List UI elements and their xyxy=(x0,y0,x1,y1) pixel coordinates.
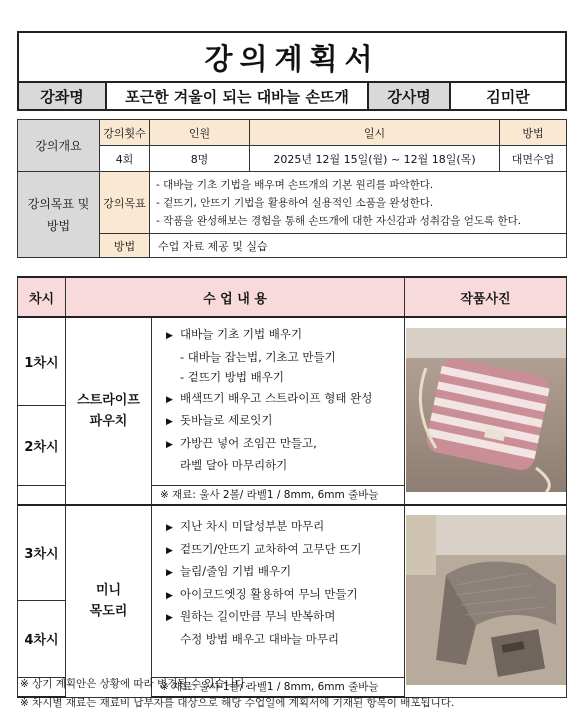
striped-pouch-image xyxy=(406,328,566,492)
triangle-bullet-icon: ▶ xyxy=(166,439,173,450)
lesson-line: ▶ 원하는 길이만큼 무늬 반복하며 xyxy=(166,606,394,629)
goal-sublabel: 강의목표 xyxy=(100,172,150,234)
session-1: 1차시 xyxy=(18,317,66,405)
footnote: ※ 상기 계획안은 상황에 따라 변경될 수 있습니다. xyxy=(20,678,249,690)
lesson-line: - 겉뜨기 방법 배우기 xyxy=(180,370,284,384)
goal-item: - 작품을 완성해보는 경험을 통해 손뜨개에 대한 자신감과 성취감을 얻도록 한다. xyxy=(156,214,522,227)
overview-people: 8명 xyxy=(150,146,250,172)
triangle-bullet-icon: ▶ xyxy=(166,590,173,601)
lesson-line: ▶ 아이코드엣징 활용하여 무늬 만들기 xyxy=(166,584,394,607)
triangle-bullet-icon: ▶ xyxy=(166,523,173,533)
lesson-line: ▶ 대바늘 기초 기법 배우기 xyxy=(166,324,394,347)
triangle-bullet-icon: ▶ xyxy=(166,545,173,556)
triangle-bullet-icon: ▶ xyxy=(166,394,173,405)
project-topic xyxy=(66,317,152,505)
topic-line: 미니 xyxy=(95,583,122,599)
lesson-line: ▶ 늘림/줄임 기법 배우기 xyxy=(166,561,394,584)
title-text: 강의계획서 xyxy=(204,41,380,76)
lesson-line: - 대바늘 잡는법, 기초고 만들기 xyxy=(180,349,336,364)
method-value: 수업 자료 제공 및 실습 xyxy=(150,234,567,258)
lesson-line: ▶ 지난 차시 미달성부분 마무리 xyxy=(166,516,394,539)
photo-scarf xyxy=(405,505,567,697)
goal-item: - 겉뜨기, 안뜨기 기법을 활용하여 실용적인 소품을 완성한다. xyxy=(156,196,434,209)
session-4: 4차시 xyxy=(18,600,66,677)
overview-count: 4회 xyxy=(100,146,150,172)
course-info-table xyxy=(17,81,567,111)
topic-line: 스트라이프 xyxy=(77,393,140,408)
session-3: 3차시 xyxy=(18,505,66,600)
lesson-content xyxy=(152,505,405,677)
overview-header-count: 강의횟수 xyxy=(100,120,150,146)
footnotes xyxy=(20,675,454,713)
schedule-table xyxy=(17,276,567,698)
lesson-line: ▶ 겉뜨기/안뜨기 교차하여 고무단 뜨기 xyxy=(166,539,394,562)
overview-table xyxy=(17,119,567,258)
mini-scarf-image xyxy=(406,515,566,685)
material-note: ※ 재료: 울사 1볼/ 라벨1 / 8mm, 6mm 줄바늘 xyxy=(152,677,405,697)
overview-method: 대면수업 xyxy=(500,146,567,172)
material-note: ※ 재료: 울사 2볼/ 라벨1 / 8mm, 6mm 줄바늘 xyxy=(152,485,405,505)
goals-label: 강의목표 및 방법 xyxy=(18,172,100,258)
page-title xyxy=(17,31,567,81)
lesson-content xyxy=(152,317,405,485)
photo-pouch xyxy=(405,317,567,505)
lesson-line: 라벨 달아 마무리하기 xyxy=(180,458,288,472)
method-sublabel: 방법 xyxy=(100,234,150,258)
goal-item: - 대바늘 기초 기법을 배우며 손뜨개의 기본 원리를 파악한다. xyxy=(156,178,434,191)
triangle-bullet-icon: ▶ xyxy=(166,568,173,578)
lesson-line: 수정 방법 배우고 대바늘 마무리 xyxy=(180,631,340,646)
footnote: ※ 차시별 재료는 재료비 납부자를 대상으로 해당 수업일에 계획서에 기재된 항목이 배포됩니다. xyxy=(20,697,455,709)
header-session: 차시 xyxy=(18,277,66,317)
overview-date: 2025년 12월 15일(월) ~ 12월 18일(목) xyxy=(250,146,500,172)
instructor-name: 김미란 xyxy=(450,82,566,110)
overview-label: 강의개요 xyxy=(18,120,100,172)
lesson-line: ▶ 돗바늘로 세로잇기 xyxy=(166,410,394,433)
triangle-bullet-icon: ▶ xyxy=(166,613,173,623)
goal-list xyxy=(150,172,567,234)
overview-header-people: 인원 xyxy=(150,120,250,146)
lesson-line: ▶ 가방끈 넣어 조임끈 만들고, xyxy=(166,433,394,456)
topic-line: 목도리 xyxy=(89,604,128,620)
session-2: 2차시 xyxy=(18,405,66,485)
lesson-line: ▶ 배색뜨기 배우고 스트라이프 형태 완성 xyxy=(166,388,394,411)
triangle-bullet-icon: ▶ xyxy=(166,417,173,427)
topic-line: 파우치 xyxy=(89,414,128,429)
instructor-label: 강사명 xyxy=(368,82,450,110)
header-photo: 작품사진 xyxy=(405,277,567,317)
header-content: 수 업 내 용 xyxy=(66,277,405,317)
course-label: 강좌명 xyxy=(18,82,106,110)
course-name: 포근한 겨울이 되는 대바늘 손뜨개 xyxy=(106,82,368,110)
overview-header-date: 일시 xyxy=(250,120,500,146)
overview-header-method: 방법 xyxy=(500,120,567,146)
triangle-bullet-icon: ▶ xyxy=(166,331,173,341)
project-topic xyxy=(66,505,152,697)
